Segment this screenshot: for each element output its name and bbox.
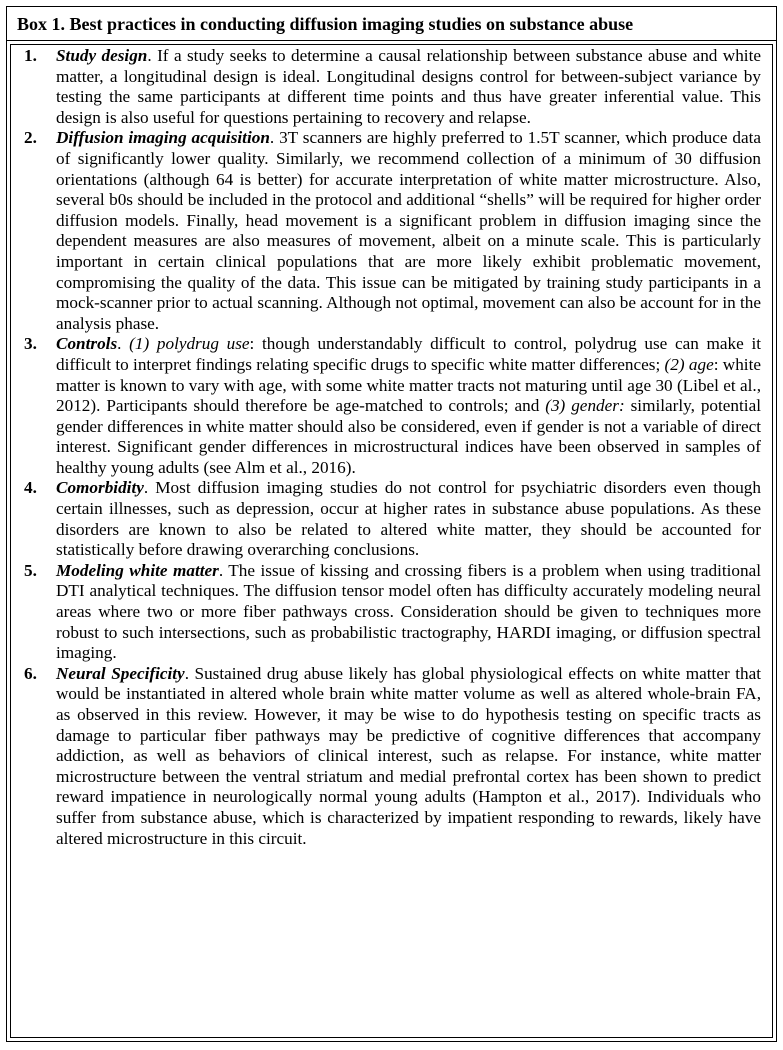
sub-text-polydrug: : though understandably difficult to control, polydrug use can make it difficult to interpret findings relating specific drugs to specific white matter differences; [56,334,762,374]
item-number: 6. [24,663,37,683]
item-heading: Comorbidity [56,478,144,498]
box-title: Box 1. Best practices in conducting diffusion imaging studies on substance abuse [7,7,776,41]
best-practices-box [6,6,777,1042]
item-number: 4. [24,478,37,498]
sub-text-age: : white matter is known to vary with age, with some white matter tracts not maturing until age 30 (Libel et al., 2012). Participants should therefore be age-matched to controls; and [56,354,761,416]
sub-label-age: (2) age [664,354,714,374]
list-item-diffusion-imaging-acquisition [24,128,761,334]
item-heading: Controls [56,334,118,354]
list-item-comorbidity [24,478,761,560]
item-heading: Modeling white matter [56,560,219,580]
sub-label-polydrug: (1) polydrug use [129,334,250,354]
item-body: . 3T scanners are highly preferred to 1.5T scanner, which produce data of significantly lower quality. Similarly, we recommend collection of a minimum of 30 diffusion orientations (although 64 is better) for accurate interpretation of white matter microstructure. Also, several b0s should be included in the protocol and additional “shells” will be required for higher order diffusion models. Finally, head movement is a significant problem in diffusion imaging since the dependent measures are also measures of movement, albeit on a minute scale. This is particularly important in certain clinical populations that are more likely exhibit problematic movement, compromising the quality of the data. This issue can be mitigated by training study participants in a mock-scanner prior to actual scanning. Although not optimal, movement can also be account for in the analysis phase. [56,128,761,333]
sub-label-gender: (3) gender: [545,396,625,416]
item-heading: Diffusion imaging acquisition [56,128,270,148]
item-heading: Study design [56,46,148,65]
list-item-neural-specificity [24,664,761,849]
item-body: . If a study seeks to determine a causal relationship between substance abuse and white matter, a longitudinal design is ideal. Longitudinal designs control for between-subject variance by testing the same participants at different time points and thus have greater inferential value. This design is also useful for questions pertaining to recovery and relapse. [56,46,761,127]
item-heading: Neural Specificity [56,663,185,683]
item-number: 1. [24,46,37,65]
item-text [56,46,761,128]
item-number: 5. [24,560,37,580]
item-text [56,334,761,478]
item-text [56,664,761,849]
list-item-modeling-white-matter [24,561,761,664]
item-intro: . [117,334,130,354]
item-body: . Sustained drug abuse likely has global physiological effects on white matter that would be instantiated in altered whole brain white matter volume as well as altered whole-brain FA, as observed in this review. However, it may be wise to do hypothesis testing on specific tracts as damage to particular fiber pathways may be predictive of cognitive differences that accompany addiction, as well as behaviors of clinical interest, such as relapse. For instance, white matter microstructure between the ventral striatum and medial prefrontal cortex has been shown to predict reward impatience in neurologically normal young adults (Hampton et al., 2017). Individuals who suffer from substance abuse, which is characterized by impatient responding to rewards, likely have altered microstructure in this circuit. [56,663,761,848]
item-text [56,478,761,560]
list-item-controls [24,334,761,478]
item-number: 3. [24,334,37,354]
item-body: . Most diffusion imaging studies do not control for psychiatric disorders even though certain illnesses, such as depression, occur at higher rates in substance abuse populations. As these disorders are known to also be related to altered white matter, they should be accounted for statistically before drawing overarching conclusions. [56,478,761,560]
item-number: 2. [24,128,37,148]
list-item-study-design [24,46,761,128]
item-text [56,561,761,664]
sub-text-gender: similarly, potential gender differences in white matter should also be considered, even if gender is not a variable of direct interest. Significant gender differences in microstructural indices have been observed in samples of healthy young adults (see Alm et al., 2016). [56,396,761,477]
item-text [56,128,761,334]
box-content [10,44,773,1038]
item-body: . The issue of kissing and crossing fibers is a problem when using traditional DTI analytical techniques. The diffusion tensor model often has difficulty accurately modeling neural areas where two or more fiber pathways cross. Consideration should be given to techniques more robust to such intersections, such as probabilistic tractography, HARDI imaging, or diffusion spectral imaging. [56,560,761,663]
